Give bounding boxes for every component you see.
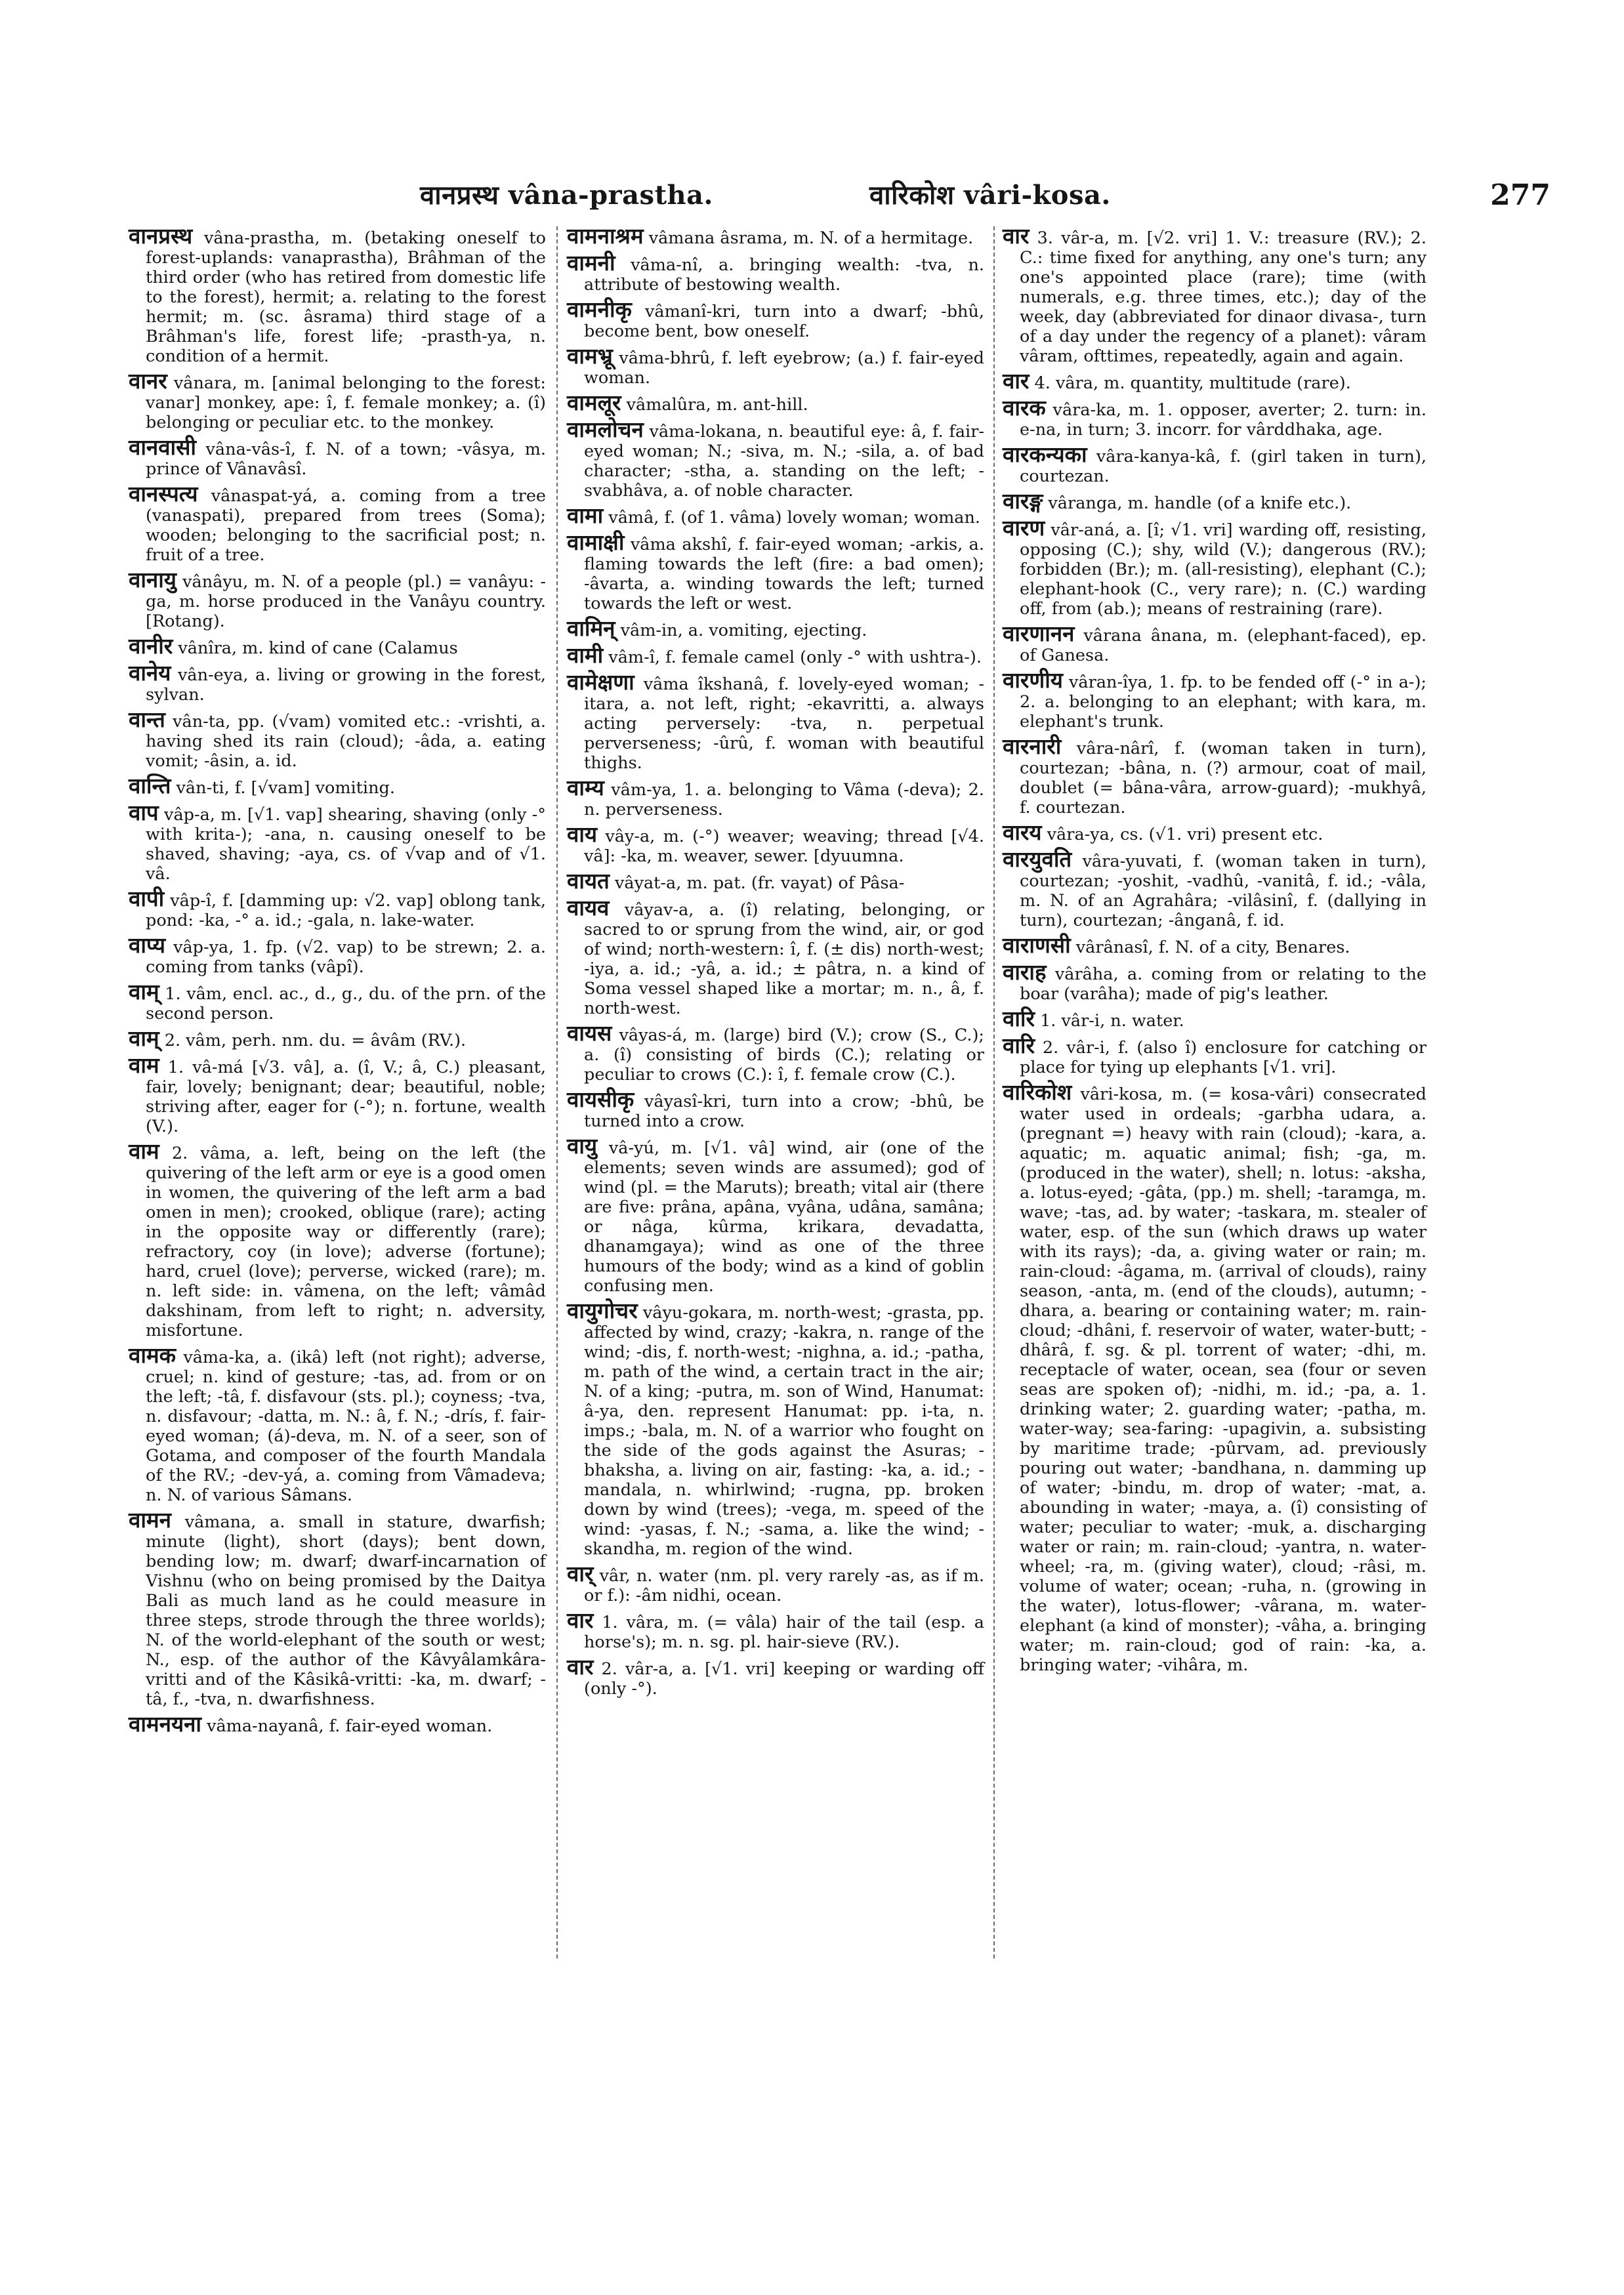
entry-definition: vâp-î, f. [damming up: √2. vap] oblong tank, pond: -ka, -° a. id.; -gala, n. lake-water.: [146, 891, 546, 930]
entry-headword: वाम: [129, 1138, 159, 1164]
entry-definition: vâra-yuvati, f. (woman taken in turn), courtezan; -yoshit, -vadhû, -vanitâ, f. id.; -vâla, m. N. of an Agrahâra; -vilâsinî, f. (dallying in turn), courtezan; -ânganâ, f. id.: [1020, 852, 1427, 930]
entry-headword: वारकन्यका: [1003, 442, 1087, 467]
dictionary-entry: [1003, 488, 1426, 514]
running-head-right-roman: vâri-kosa.: [964, 180, 1111, 211]
entry-definition: vân-ti, f. [√vam] vomiting.: [176, 778, 395, 798]
dictionary-entry: [129, 567, 546, 631]
dictionary-entry: [1003, 515, 1426, 619]
entry-headword: वाम्: [129, 979, 159, 1004]
dictionary-entry: [567, 1561, 985, 1605]
dictionary-entry: [567, 868, 984, 894]
entry-definition: 2. vâma, a. left, being on the left (the quivering of the left arm or eye is a good omen in women, the quivering of the left arm a bad omen in men); crooked, oblique (rare); acting in the opposite way or differently (rare); refractory, coy (in love); adverse (fortune); hard, cruel (love); perverse, wicked (rare); m. n. left side: in. vâmena, on the left; vâmâd dakshinam, from left to right; n. adversity, misfortune.: [146, 1144, 546, 1340]
dictionary-entry: [129, 223, 546, 366]
entry-headword: वामाक्षी: [567, 529, 625, 555]
dictionary-entry: [129, 1138, 546, 1340]
entry-headword: वारणानन: [1003, 621, 1075, 646]
entry-definition: vâmalûra, m. ant-hill.: [626, 395, 808, 415]
entry-definition: vâm-in, a. vomiting, ejecting.: [620, 621, 867, 640]
dictionary-entry: [567, 1086, 984, 1131]
dictionary-entry: [567, 895, 984, 1018]
dictionary-entry: [129, 1052, 546, 1136]
dictionary-entry: [567, 250, 984, 295]
entry-headword: वामी: [567, 642, 604, 668]
entry-definition: vâr-aná, a. [î; √1. vri] warding off, resisting, opposing (C.); shy, wild (V.); dangerous (RV.); forbidden (Br.); m. (all-resisting), elephant (C.); elephant-hook (C., very rare); n. (C.) warding off, from (ab.); means of restraining (rare).: [1020, 520, 1426, 619]
entry-definition: vâmâ, f. (of 1. vâma) lovely woman; woman.: [608, 508, 981, 527]
entry-headword: वाय: [567, 821, 598, 847]
entry-headword: वारणीय: [1003, 667, 1063, 693]
dictionary-entry: [129, 481, 547, 565]
running-head-left-devanagari: वानप्रस्थ: [420, 180, 499, 211]
entry-definition: vâp-ya, 1. fp. (√2. vap) to be strewn; 2. a. coming from tanks (vâpî).: [146, 938, 546, 977]
entry-headword: वामनाश्रम: [567, 223, 644, 249]
running-head-left-roman: vâna-prastha.: [508, 180, 713, 211]
dictionary-entry: [129, 773, 546, 798]
dictionary-entry: [129, 1507, 546, 1709]
dictionary-entry: [1003, 846, 1427, 930]
entry-definition: vâm-î, f. female camel (only -° with ushtra-).: [608, 648, 982, 667]
page-number: 277: [1490, 178, 1551, 212]
entry-definition: vâra-ya, cs. (√1. vri) present etc.: [1047, 825, 1323, 844]
entry-headword: वारक: [1003, 395, 1046, 421]
entry-definition: vâma-ka, a. (ikâ) left (not right); adverse, cruel; n. kind of gesture; -tas, ad. from or on the left; -tâ, f. disfavour (sts. pl.); coyness; -tva, n. disfavour; -datta, m. N.: â, f. N.; -drís, f. fair-eyed woman; (á)-deva, m. N. of a seer, son of Gotama, and composer of the fourth Mandala of the RV.; -dev-yá, a. coming from Vâmadeva; n. N. of various Sâmans.: [146, 1348, 547, 1505]
entry-definition: vâra-kanya-kâ, f. (girl taken in turn), courtezan.: [1020, 447, 1426, 486]
entry-headword: वाम्य: [567, 775, 604, 800]
entry-headword: वामभ्रू: [567, 343, 613, 369]
entry-definition: vâyasî-kri, turn into a crow; -bhû, be turned into a crow.: [584, 1092, 984, 1131]
dictionary-entry: [1003, 621, 1426, 665]
entry-headword: वारय: [1003, 819, 1042, 845]
entry-headword: वानीर: [129, 633, 173, 659]
entry-definition: vâma-nayanâ, f. fair-eyed woman.: [207, 1716, 493, 1736]
dictionary-entry: [1003, 667, 1427, 732]
entry-definition: vâma akshî, f. fair-eyed woman; -arkis, a. flaming towards the left (fire: a bad omen); -âvarta, a. winding towards the left; turned towards the left or west.: [584, 535, 984, 613]
entry-definition: vâma-bhrû, f. left eyebrow; (a.) f. fair-eyed woman.: [584, 348, 985, 388]
entry-headword: वारयुवति: [1003, 846, 1072, 872]
dictionary-column-2: [567, 223, 985, 1704]
entry-definition: 2. vâr-i, f. (also î) enclosure for catching or place for tying up elephants [√1. vri].: [1020, 1038, 1427, 1077]
entry-definition: vâyat-a, m. pat. (fr. vayat) of Pâsa-: [614, 873, 905, 893]
dictionary-entry: [1003, 734, 1426, 817]
entry-definition: vârânasî, f. N. of a city, Benares.: [1075, 938, 1350, 957]
entry-headword: वामनयना: [129, 1711, 201, 1737]
entry-headword: वायु: [567, 1133, 598, 1159]
entry-definition: vâma-nî, a. bringing wealth: -tva, n. attribute of bestowing wealth.: [584, 255, 984, 295]
entry-headword: वाम: [129, 1052, 159, 1078]
running-head-right-devanagari: वारिकोश: [869, 180, 955, 211]
entry-definition: vânîra, m. kind of cane (Calamus: [178, 638, 458, 658]
entry-headword: वाप: [129, 800, 159, 825]
entry-headword: वान्त: [129, 707, 165, 732]
entry-definition: vây-a, m. (-°) weaver; weaving; thread [√4. vâ]: -ka, m. weaver, sewer. [dyuumna.: [584, 827, 985, 866]
entry-headword: वानस्पत्य: [129, 481, 198, 507]
dictionary-entry: [567, 529, 984, 613]
dictionary-entry: [567, 503, 984, 528]
entry-definition: 1. vâm, encl. ac., d., g., du. of the prn. of the second person.: [146, 984, 546, 1023]
dictionary-entry: [567, 223, 984, 249]
entry-headword: वायस: [567, 1020, 612, 1046]
dictionary-entry: [1003, 1079, 1426, 1675]
entry-definition: vâr, n. water (nm. pl. very rarely -as, as if m. or f.): -âm nidhi, ocean.: [584, 1566, 985, 1605]
dictionary-entry: [129, 979, 546, 1023]
dictionary-entry: [567, 343, 985, 388]
entry-headword: वानर: [129, 368, 167, 394]
entry-headword: वामन: [129, 1507, 171, 1533]
entry-headword: वाप्य: [129, 932, 165, 958]
entry-headword: वारङ्ग: [1003, 488, 1043, 514]
dictionary-entry: [567, 642, 984, 668]
entry-definition: vârâha, a. coming from or relating to the boar (varâha); made of pig's leather.: [1020, 964, 1426, 1004]
column-rule: [993, 226, 995, 1958]
dictionary-entry: [1003, 395, 1426, 440]
entry-definition: vâri-kosa, m. (= kosa-vâri) consecrated water used in ordeals; -garbha udara, a. (pregnant =) heavy with rain (cloud); -kara, a. aquatic; m. aquatic animal; fish; -ga, m. (produced in the water), shell; n. lotus: -aksha, a. lotus-eyed; -gâta, (pp.) m. shell; -taramga, m. wave; -tas, ad. by water; -taskara, m. stealer of water, esp. of the sun (which draws up water with its rays); -da, a. giving water or rain; m. rain-cloud: -âgama, m. (arrival of clouds), rainy season, -anta, m. (end of the clouds), autumn; -dhara, a. bearing or containing water; m. rain-cloud; -dhâni, f. reservoir of water, water-butt; -dhârâ, f. sg. & pl. torrent of water; -dhi, m. receptacle of water, ocean, sea (four or seven seas are spoken of); -nidhi, m. id.; -pa, a. 1. drinking water; 2. guarding water; -patha, m. water-way; sea-faring: -upagivin, a. subsisting by maritime trade; -pûrvam, ad. previously pouring out water; -bandhana, n. damming up of water; -bindu, m. drop of water; -mat, a. abounding in water; -maya, a. (î) consisting of water; peculiar to water; -muk, a. discharging water or rain; m. rain-cloud; -yantra, n. water-wheel; -ra, m. (giving water), cloud; -râsi, m. volume of water; ocean; -ruha, n. (growing in the water), lotus-flower; -vârana, m. water-elephant (a kind of monster); -vâha, a. bringing water; m. rain-cloud; god of rain: -ka, a. bringing water; -vihâra, m.: [1020, 1085, 1426, 1675]
dictionary-entry: [129, 633, 546, 659]
entry-definition: vâma-lokana, n. beautiful eye: â, f. fair-eyed woman; N.; -siva, m. N.; -sila, a. of bad character; -stha, a. standing on the left; -svabhâva, a. of noble character.: [584, 422, 984, 501]
entry-definition: 1. vâ-má [√3. vâ], a. (î, V.; â, C.) pleasant, fair, lovely; benignant; dear; beautiful, noble; striving after, eager for (-°); n. fortune, wealth (V.).: [146, 1058, 546, 1136]
dictionary-entry: [129, 886, 546, 930]
dictionary-column-1: [129, 223, 547, 1741]
entry-headword: वाम्: [129, 1025, 159, 1051]
entry-definition: vâ-yú, m. [√1. vâ] wind, air (one of the elements; seven winds are assumed); god of wind (pl. = the Maruts); breath; vital air (there are five: prâna, apâna, vyâna, udâna, samâna; or nâga, kûrma, krikara, devadatta, dhanamgaya); wind as one of the three humours of the body; wind as a kind of goblin confusing men.: [584, 1138, 985, 1296]
dictionary-entry: [567, 417, 984, 501]
entry-definition: vâma îkshanâ, f. lovely-eyed woman; -itara, a. not left, right; -ekavritti, a. always acting perversely: -tva, n. perpetual perverseness; -ûrû, f. woman with beautiful thighs.: [584, 674, 984, 773]
entry-definition: vâyav-a, a. (î) relating, belonging, or sacred to or sprung from the wind, air, or god of wind; north-western: î, f. (± dis) north-west; -iya, a. id.; -yâ, a. id.; ± pâtra, n. a kind of Soma vessel shaped like a mortar; m. n., â, f. north-west.: [584, 900, 984, 1018]
entry-definition: 3. vâr-a, m. [√2. vri] 1. V.: treasure (RV.); 2. C.: time fixed for anything, any one's turn; any one's appointed place (rare); time (with numerals, e.g. three times, etc.); day of the week, day (abbreviated for dinaor divasa-, turn of a day under the regency of a planet): vâram vâram, ofttimes, repeatedly, again and again.: [1020, 228, 1426, 366]
entry-definition: 2. vâm, perh. nm. du. = âvâm (RV.).: [164, 1031, 467, 1050]
dictionary-entry: [1003, 223, 1426, 366]
entry-definition: vârana ânana, m. (elephant-faced), ep. of Ganesa.: [1020, 626, 1426, 665]
entry-definition: vâna-vâs-î, f. N. of a town; -vâsya, m. prince of Vânavâsî.: [146, 440, 546, 479]
entry-headword: वारिकोश: [1003, 1079, 1072, 1105]
dictionary-entry: [567, 1298, 984, 1559]
dictionary-column-3: [1003, 223, 1427, 1680]
entry-headword: वार: [567, 1607, 594, 1633]
entry-headword: वायुगोचर: [567, 1298, 638, 1323]
dictionary-entry: [567, 775, 984, 819]
dictionary-entry: [567, 1607, 984, 1652]
entry-definition: 2. vâr-a, a. [√1. vri] keeping or warding off (only -°).: [584, 1659, 984, 1699]
entry-definition: vân-ta, pp. (√vam) vomited etc.: -vrishti, a. having shed its rain (cloud); -âda, a. eating vomit; -âsin, a. id.: [146, 712, 547, 771]
entry-headword: वायव: [567, 895, 610, 920]
entry-headword: वामिन्: [567, 615, 615, 641]
dictionary-entry: [567, 390, 984, 415]
dictionary-entry: [129, 434, 546, 479]
dictionary-entry: [1003, 368, 1426, 394]
dictionary-entry: [567, 821, 985, 866]
entry-definition: vâmana âsrama, m. N. of a hermitage.: [648, 228, 974, 248]
dictionary-entry: [129, 800, 547, 884]
entry-headword: वानवासी: [129, 434, 196, 460]
entry-headword: वानप्रस्थ: [129, 223, 193, 249]
entry-definition: 1. vâra, m. (= vâla) hair of the tail (esp. a horse's); m. n. sg. pl. hair-sieve (RV.).: [584, 1613, 984, 1652]
running-head-right: [869, 176, 1111, 212]
dictionary-entry: [567, 1020, 984, 1085]
entry-definition: vâna-prastha, m. (betaking oneself to forest-uplands: vanaprastha), Brâhman of the third order (who has retired from domestic life to the forest), hermit; a. relating to the forest hermit; m. (sc. âsrama) third stage of a Brâhman's life, forest life; -prasth-ya, n. condition of a hermit.: [146, 228, 546, 366]
dictionary-entry: [129, 1711, 546, 1737]
entry-headword: वान्ति: [129, 773, 171, 798]
entry-headword: वार: [1003, 223, 1030, 249]
entry-definition: vâmanî-kri, turn into a dwarf; -bhû, become bent, bow oneself.: [584, 302, 984, 341]
column-rule: [556, 226, 558, 1958]
dictionary-entry: [1003, 442, 1426, 486]
entry-definition: vânâyu, m. N. of a people (pl.) = vanâyu: -ga, m. horse produced in the Vanâyu country. [Rotang).: [146, 572, 546, 631]
entry-definition: vân-eya, a. living or growing in the forest, sylvan.: [146, 665, 547, 705]
entry-definition: 1. vâr-i, n. water.: [1040, 1011, 1184, 1031]
entry-definition: vâranga, m. handle (of a knife etc.).: [1048, 493, 1352, 513]
entry-headword: वामलूर: [567, 390, 621, 415]
dictionary-entry: [1003, 932, 1426, 958]
entry-headword: वायत: [567, 868, 610, 894]
entry-headword: वारि: [1003, 1033, 1035, 1058]
entry-headword: वाराणसी: [1003, 932, 1071, 958]
entry-headword: वार: [567, 1654, 594, 1680]
dictionary-entry: [129, 707, 547, 771]
entry-definition: vâyas-á, m. (large) bird (V.); crow (S., C.); a. (î) consisting of birds (C.); relating or peculiar to crows (C.): î, f. female crow (C.).: [584, 1025, 984, 1085]
entry-headword: वारि: [1003, 1006, 1035, 1031]
dictionary-entry: [129, 1342, 547, 1505]
dictionary-entry: [567, 615, 984, 641]
entry-headword: वामेक्षणा: [567, 669, 635, 695]
entry-headword: वामनी: [567, 250, 615, 276]
entry-definition: vâyu-gokara, m. north-west; -grasta, pp. affected by wind, crazy; -kakra, n. range of the wind; -dis, f. north-west; -nighna, a. id.; -patha, m. path of the wind, a certain tract in the air; N. of a king; -putra, m. son of Wind, Hanumat: â-ya, den. represent Hanumat: pp. i-ta, n. imps.; -bala, m. N. of a warrior who fought on the side of the gods against the Asuras; -bhaksha, a. living on air, fasting: -ka, a. id.; -mandala, n. whirlwind; -rugna, pp. broken down by wind (trees); -vega, m. speed of the wind: -yasas, f. N.; -sama, a. like the wind; -skandha, m. region of the wind.: [584, 1303, 984, 1559]
dictionary-entry: [1003, 1006, 1426, 1031]
entry-headword: वामलोचन: [567, 417, 644, 442]
entry-headword: वामा: [567, 503, 604, 528]
entry-headword: वापी: [129, 886, 165, 911]
entry-headword: वामक: [129, 1342, 176, 1368]
entry-headword: वानायु: [129, 567, 177, 592]
dictionary-entry: [567, 297, 984, 341]
entry-headword: वार्: [567, 1561, 594, 1586]
dictionary-entry: [129, 932, 546, 977]
dictionary-entry: [1003, 959, 1426, 1004]
entry-headword: वार: [1003, 368, 1030, 394]
entry-headword: वानेय: [129, 660, 171, 686]
entry-headword: वारनारी: [1003, 734, 1062, 759]
entry-definition: 4. vâra, m. quantity, multitude (rare).: [1034, 373, 1351, 393]
entry-definition: vâra-nârî, f. (woman taken in turn), courtezan; -bâna, n. (?) armour, coat of mail, doublet (= bâna-vâra, arrow-guard); -mukhyâ, f. courtezan.: [1020, 739, 1426, 817]
entry-definition: vânaspat-yá, a. coming from a tree (vanaspati), prepared from trees (Soma); wooden; belonging to the sacrificial post; n. fruit of a tree.: [146, 486, 547, 565]
entry-headword: वायसीकृ: [567, 1086, 635, 1112]
entry-definition: vânara, m. [animal belonging to the forest: vanar] monkey, ape: î, f. female monkey; a. (î) belonging or peculiar etc. to the monkey.: [146, 373, 546, 432]
dictionary-entry: [1003, 1033, 1427, 1077]
entry-headword: वामनीकृ: [567, 297, 632, 322]
entry-definition: vâm-ya, 1. a. belonging to Vâma (-deva); 2. n. perverseness.: [584, 780, 984, 819]
running-head-left: [420, 176, 713, 212]
dictionary-entry: [567, 1133, 985, 1296]
entry-definition: vâran-îya, 1. fp. to be fended off (-° in a-); 2. a. belonging to an elephant; with kara, m. elephant's trunk.: [1020, 672, 1427, 732]
dictionary-entry: [567, 669, 984, 773]
entry-headword: वारण: [1003, 515, 1045, 541]
entry-definition: vâra-ka, m. 1. opposer, averter; 2. turn: in. e-na, in turn; 3. incorr. for vârddhaka, age.: [1020, 400, 1426, 440]
entry-headword: वाराह: [1003, 959, 1047, 985]
dictionary-entry: [129, 1025, 546, 1051]
dictionary-entry: [567, 1654, 984, 1699]
entry-definition: vâp-a, m. [√1. vap] shearing, shaving (only -° with krita-); -ana, n. causing oneself to be shaved, shaving; -aya, cs. of √vap and of √1. vâ.: [146, 805, 547, 884]
entry-definition: vâmana, a. small in stature, dwarfish; minute (light), short (days); bent down, bending low; m. dwarf; dwarf-incarnation of Vishnu (who on being promised by the Daitya Bali as much land as he could measure in three steps, strode through the three worlds); N. of the world-elephant of the south or west; N., esp. of the author of the Kâvyâlamkâra-vritti and of the Kâsikâ-vritti: -ka, m. dwarf; -tâ, f., -tva, n. dwarfishness.: [146, 1512, 546, 1709]
dictionary-entry: [129, 368, 546, 432]
dictionary-entry: [129, 660, 547, 705]
dictionary-entry: [1003, 819, 1426, 845]
